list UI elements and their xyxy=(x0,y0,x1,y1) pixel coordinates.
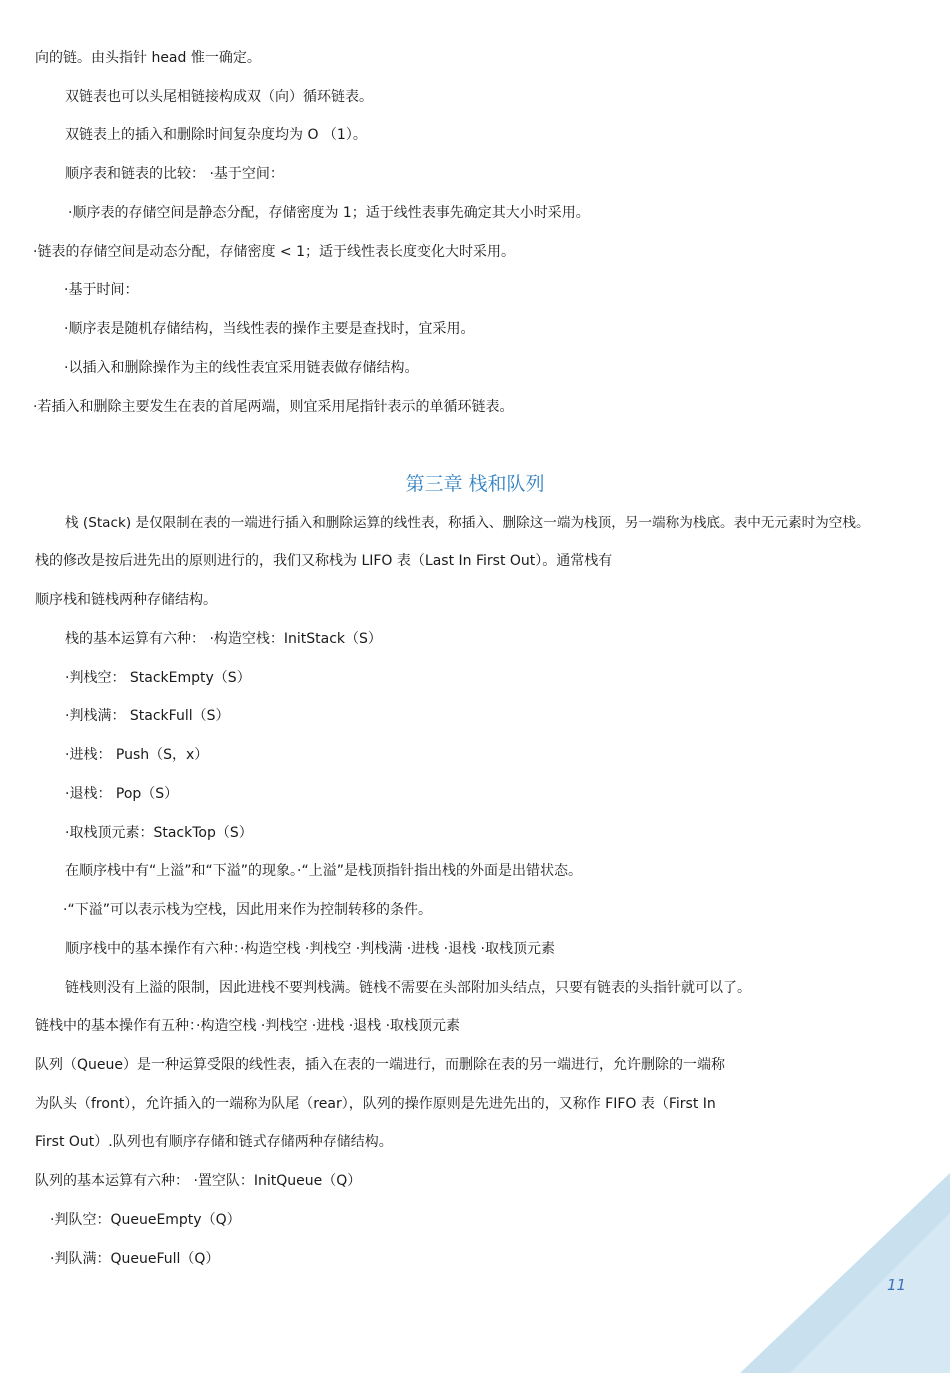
text-line: ·判队空：QueueEmpty（Q） xyxy=(50,1212,241,1228)
text-line: ·取栈顶元素：StackTop（S） xyxy=(65,825,253,841)
text-line: ·判栈空： StackEmpty（S） xyxy=(65,670,251,686)
text-line: ·链表的存储空间是动态分配，存储密度 < 1；适于线性表长度变化大时采用。 xyxy=(33,244,515,260)
text-line: 双链表上的插入和删除时间复杂度均为 O （1）。 xyxy=(65,127,367,143)
text-line: 顺序栈和链栈两种存储结构。 xyxy=(35,592,217,608)
text-line: 栈的修改是按后进先出的原则进行的，我们又称栈为 LIFO 表（Last In First Out）。通常栈有 xyxy=(35,553,613,569)
page-number: 11 xyxy=(887,1276,907,1294)
text-line: 队列的基本运算有六种： ·置空队：InitQueue（Q） xyxy=(35,1173,362,1189)
text-line: First Out）.队列也有顺序存储和链式存储两种存储结构。 xyxy=(35,1134,393,1150)
text-line: 顺序表和链表的比较： ·基于空间： xyxy=(65,166,284,182)
corner-triangle-light xyxy=(790,1213,950,1373)
text-line: ·判队满：QueueFull（Q） xyxy=(50,1251,220,1267)
text-line: 双链表也可以头尾相链接构成双（向）循环链表。 xyxy=(65,89,373,105)
text-line: ·以插入和删除操作为主的线性表宜采用链表做存储结构。 xyxy=(64,360,419,376)
text-line: ·顺序表的存储空间是静态分配，存储密度为 1；适于线性表事先确定其大小时采用。 xyxy=(68,205,590,221)
text-line: 栈的基本运算有六种： ·构造空栈：InitStack（S） xyxy=(65,631,382,647)
text-line: 链栈中的基本操作有五种：·构造空栈 ·判栈空 ·进栈 ·退栈 ·取栈顶元素 xyxy=(35,1018,461,1034)
text-line: 顺序栈中的基本操作有六种：·构造空栈 ·判栈空 ·判栈满 ·进栈 ·退栈 ·取栈顶元素 xyxy=(65,941,555,957)
text-line: 队列（Queue）是一种运算受限的线性表，插入在表的一端进行，而删除在表的另一端进行，允许删除的一端称 xyxy=(35,1057,725,1073)
text-line: ·判栈满： StackFull（S） xyxy=(65,708,230,724)
text-line: 链栈则没有上溢的限制，因此进栈不要判栈满。链栈不需要在头部附加头结点，只要有链表的头指针就可以了。 xyxy=(65,980,751,996)
text-line: ·进栈： Push（S，x） xyxy=(65,747,209,763)
corner-decoration xyxy=(740,1173,950,1373)
text-line: 为队头（front），允许插入的一端称为队尾（rear），队列的操作原则是先进先出的，又称作 FIFO 表（First In xyxy=(35,1096,716,1112)
text-line: ·顺序表是随机存储结构，当线性表的操作主要是查找时，宜采用。 xyxy=(64,321,475,337)
chapter-title: 第三章 栈和队列 xyxy=(405,473,545,495)
text-line: ·“下溢”可以表示栈为空栈，因此用来作为控制转移的条件。 xyxy=(63,902,432,918)
text-line: 向的链。由头指针 head 惟一确定。 xyxy=(35,50,261,66)
text-line: 栈 (Stack) 是仅限制在表的一端进行插入和删除运算的线性表，称插入、删除这一端为栈顶，另一端称为栈底。表中无元素时为空栈。 xyxy=(65,515,870,531)
text-line: ·退栈： Pop（S） xyxy=(65,786,179,802)
text-line: 在顺序栈中有“上溢”和“下溢”的现象。·“上溢”是栈顶指针指出栈的外面是出错状态。 xyxy=(65,863,582,879)
text-line: ·基于时间： xyxy=(64,282,139,298)
text-line: ·若插入和删除主要发生在表的首尾两端，则宜采用尾指针表示的单循环链表。 xyxy=(33,399,514,415)
